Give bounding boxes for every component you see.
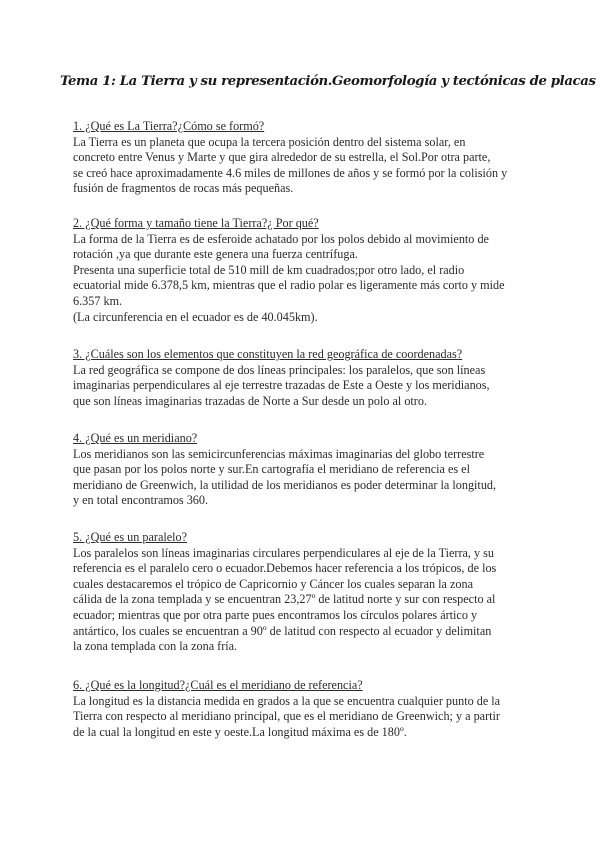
question-heading: 4. ¿Qué es un meridiano? [73,431,198,445]
question-heading: 2. ¿Qué forma y tamaño tiene la Tierra?¿ Por qué? [73,216,319,230]
paragraph-line: 6.357 km. [73,293,123,308]
question-heading: 5. ¿Qué es un paralelo? [73,530,188,544]
paragraph-line: Los paralelos son líneas imaginarias circulares perpendiculares al eje de la Tierra, y su [73,545,494,560]
paragraph-line: cálida de la zona templada y se encuentran 23,27º de latitud norte y sur con respecto al [73,592,496,607]
paragraph-line: La longitud es la distancia medida en grados a la que se encuentra cualquier punto de la [73,693,501,708]
paragraph-line: y en total encontramos 360. [73,493,209,508]
question-heading: 1. ¿Qué es La Tierra?¿Cómo se formó? [73,119,265,133]
paragraph-line: Los meridianos son las semicircunferencias máximas imaginarias del globo terrestre [73,446,485,461]
paragraph-line: cuales destacaremos el trópico de Capricornio y Cáncer los cuales separan la zona [73,576,473,591]
section-question-4 [73,431,533,509]
question-heading: 3. ¿Cuáles son los elementos que constituyen la red geográfica de coordenadas? [73,347,463,361]
paragraph-line: La red geográfica se compone de dos líneas principales: los paralelos, que son líneas [73,362,486,377]
section-question-1 [73,119,533,197]
paragraph-line: se creó hace aproximadamente 4.6 miles de millones de años y se formó por la colisión y [73,165,508,180]
paragraph-line: Tierra con respecto al meridiano principal, que es el meridiano de Greenwich; y a partir [73,709,500,724]
paragraph-line: Presenta una superficie total de 510 mill de km cuadrados;por otro lado, el radio [73,262,465,277]
section-question-5 [73,530,533,655]
section-question-6 [73,678,533,740]
paragraph-line: rotación ,ya que durante este genera una fuerza centrífuga. [73,247,358,262]
paragraph-line: referencia es el paralelo cero o ecuador.Debemos hacer referencia a los trópicos, de los [73,561,497,576]
section-question-3 [73,347,533,409]
paragraph-line: (La circunferencia en el ecuador es de 40.045km). [73,309,318,324]
paragraph-line: ecuatorial mide 6.378,5 km, mientras que el radio polar es ligeramente más corto y mide [73,278,505,293]
question-heading: 6. ¿Qué es la longitud?¿Cuál es el meridiano de referencia? [73,678,363,692]
paragraph-line: imaginarias perpendiculares al eje terrestre trazadas de Este a Oeste y los meridianos, [73,378,490,393]
paragraph-line: meridiano de Greenwich, la utilidad de los meridianos es poder determinar la longitud, [73,477,497,492]
paragraph-line: ecuador; mientras que por otra parte pues encontramos los círculos polares ártico y [73,607,478,622]
paragraph-line: que pasan por los polos norte y sur.En cartografía el meridiano de referencia es el [73,462,470,477]
paragraph-line: La Tierra es un planeta que ocupa la tercera posición dentro del sistema solar, en [73,134,466,149]
paragraph-line: concreto entre Venus y Marte y que gira alrededor de su estrella, el Sol.Por otra parte, [73,150,491,165]
paragraph-line: que son líneas imaginarias trazadas de Norte a Sur desde un polo al otro. [73,393,428,408]
paragraph-line: de la cual la longitud en este y oeste.La longitud máxima es de 180º. [73,724,407,739]
paragraph-line: antártico, los cuales se encuentran a 90º de latitud con respecto al ecuador y delimitan [73,623,492,638]
paragraph-line: La forma de la Tierra es de esferoide achatado por los polos debido al movimiento de [73,231,489,246]
section-question-2 [73,216,533,325]
document-title: Tema 1: La Tierra y su representación.Geomorfología y tectónicas de placas [60,74,596,89]
paragraph-line: la zona templada con la zona fría. [73,639,238,654]
paragraph-line: fusión de fragmentos de rocas más pequeñas. [73,181,294,196]
